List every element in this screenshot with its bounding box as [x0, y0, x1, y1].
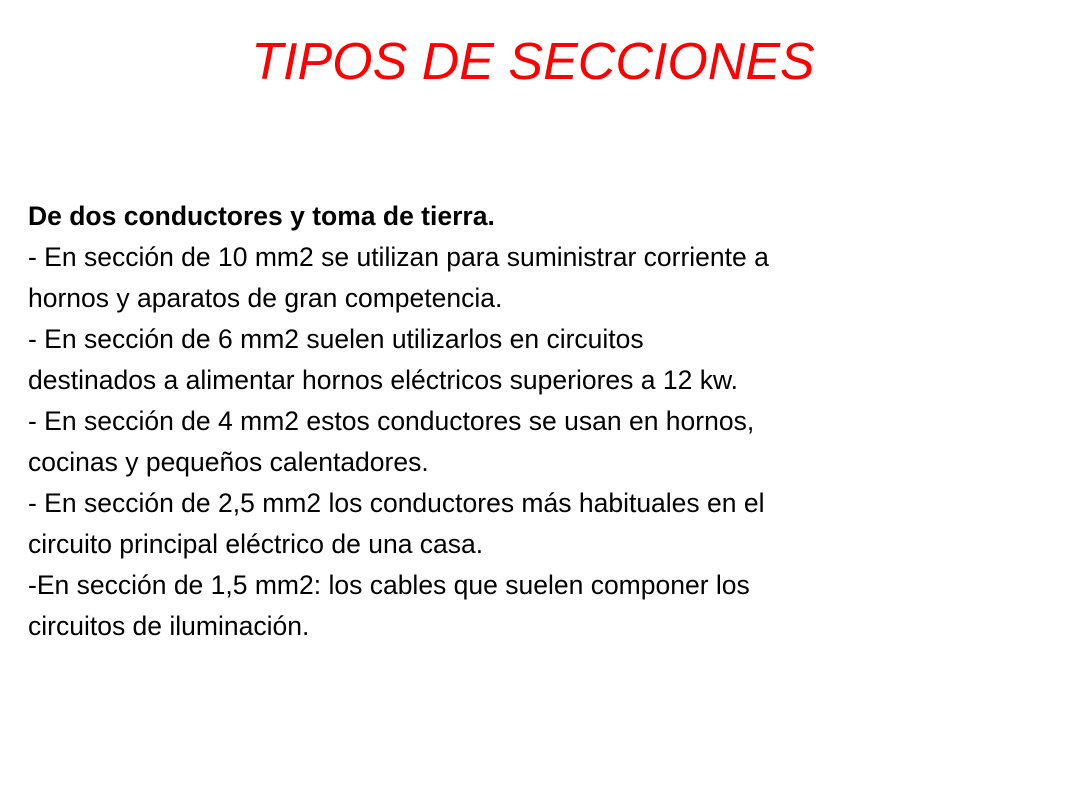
body-line: - En sección de 4 mm2 estos conductores se usan en hornos,	[28, 406, 755, 436]
body-line: - En sección de 2,5 mm2 los conductores más habituales en el	[28, 488, 765, 518]
body-line: -En sección de 1,5 mm2: los cables que suelen componer los	[28, 570, 750, 600]
slide-body	[28, 196, 1048, 647]
slide-title: TIPOS DE SECCIONES	[251, 33, 815, 91]
body-line: cocinas y pequeños calentadores.	[28, 447, 429, 477]
body-line: - En sección de 6 mm2 suelen utilizarlos en circuitos	[28, 324, 644, 354]
body-line: circuitos de iluminación.	[28, 611, 310, 641]
section-heading: De dos conductores y toma de tierra.	[28, 201, 495, 231]
body-line: destinados a alimentar hornos eléctricos superiores a 12 kw.	[28, 365, 738, 395]
body-line: circuito principal eléctrico de una casa.	[28, 529, 484, 559]
body-line: - En sección de 10 mm2 se utilizan para suministrar corriente a	[28, 242, 769, 272]
body-line: hornos y aparatos de gran competencia.	[28, 283, 503, 313]
